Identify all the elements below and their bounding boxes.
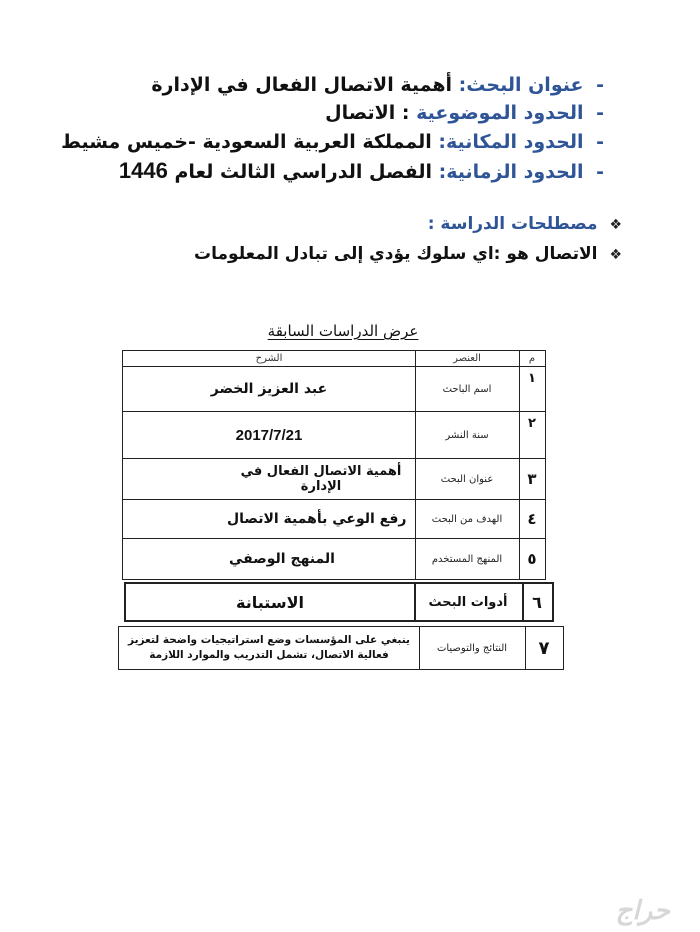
row-num: ١: [528, 371, 536, 386]
header-explanation: الشرح: [255, 353, 283, 364]
table-row: [122, 366, 546, 412]
dash: -: [596, 131, 604, 153]
header-num: م: [528, 353, 536, 364]
research-title-value: أهمية الاتصال الفعال في الإدارة: [151, 74, 453, 96]
row-num: ٣: [527, 470, 537, 488]
row-element: أدوات البحث: [428, 594, 508, 610]
place-limits-value: المملكة العربية السعودية -خميس مشيط: [61, 131, 432, 153]
terms-definition-line: [194, 242, 622, 267]
row-num: ٧: [538, 637, 550, 659]
research-title-label: عنوان البحث:: [458, 74, 584, 96]
time-limits-label: الحدود الزمانية:: [438, 161, 584, 183]
table-row: [122, 411, 546, 459]
row-element: النتائج والتوصيات: [436, 642, 508, 654]
row-element: سنة النشر: [445, 429, 489, 441]
row-value: أهمية الاتصال الفعال في الإدارة: [240, 464, 402, 494]
diamond-bullet-icon: ❖: [609, 217, 622, 233]
subject-limits-value: : الاتصال: [325, 102, 410, 124]
table-row: [122, 499, 546, 539]
terms-definition: الاتصال هو :اي سلوك يؤدي إلى تبادل المعلومات: [194, 244, 598, 264]
row-element: الهدف من البحث: [431, 513, 503, 525]
dash: -: [596, 74, 604, 96]
table-row: [118, 626, 564, 670]
row-element: اسم الباحث: [442, 383, 492, 395]
diamond-bullet-icon: ❖: [609, 247, 622, 263]
dash: -: [596, 161, 604, 183]
terms-heading: مصطلحات الدراسة :: [427, 214, 598, 234]
place-limits-label: الحدود المكانية:: [438, 131, 584, 153]
row-element: المنهج المستخدم: [431, 553, 503, 565]
row-element: عنوان البحث: [440, 473, 494, 485]
row-num: ٤: [527, 510, 537, 528]
row-num: ٦: [532, 592, 542, 612]
subject-limits-line: [325, 100, 604, 126]
time-limits-year: 1446: [118, 158, 168, 183]
row-value: عبد العزيز الخضر: [210, 381, 328, 397]
place-limits-line: [61, 129, 604, 155]
row-value: رفع الوعي بأهمية الاتصال: [227, 511, 407, 527]
row-value: الاستبانة: [236, 592, 304, 612]
terms-heading-line: [428, 212, 622, 237]
row-value: 2017/7/21: [235, 426, 303, 444]
time-limits-line: [119, 158, 604, 185]
research-title-line: [151, 72, 604, 98]
row-num: ٥: [527, 550, 537, 568]
row-value: ينبغي على المؤسسات وضع استراتيجيات واضحة لتعزيز فعالية الاتصال، تشمل التدريب والموارد اللازمة: [128, 634, 410, 661]
watermark-logo: حراج: [615, 896, 670, 926]
table-row: [122, 458, 546, 500]
subject-limits-label: الحدود الموضوعية: [416, 102, 584, 124]
table-caption: عرض الدراسات السابقة: [267, 322, 419, 340]
table-row: [122, 538, 546, 580]
table-header-row: [122, 350, 546, 367]
table-row: [124, 582, 554, 622]
dash: -: [596, 102, 604, 124]
header-element: العنصر: [453, 353, 481, 364]
row-num: ٢: [528, 416, 536, 431]
row-value: المنهج الوصفي: [229, 551, 335, 567]
time-limits-value: الفصل الدراسي الثالث لعام: [174, 161, 432, 183]
